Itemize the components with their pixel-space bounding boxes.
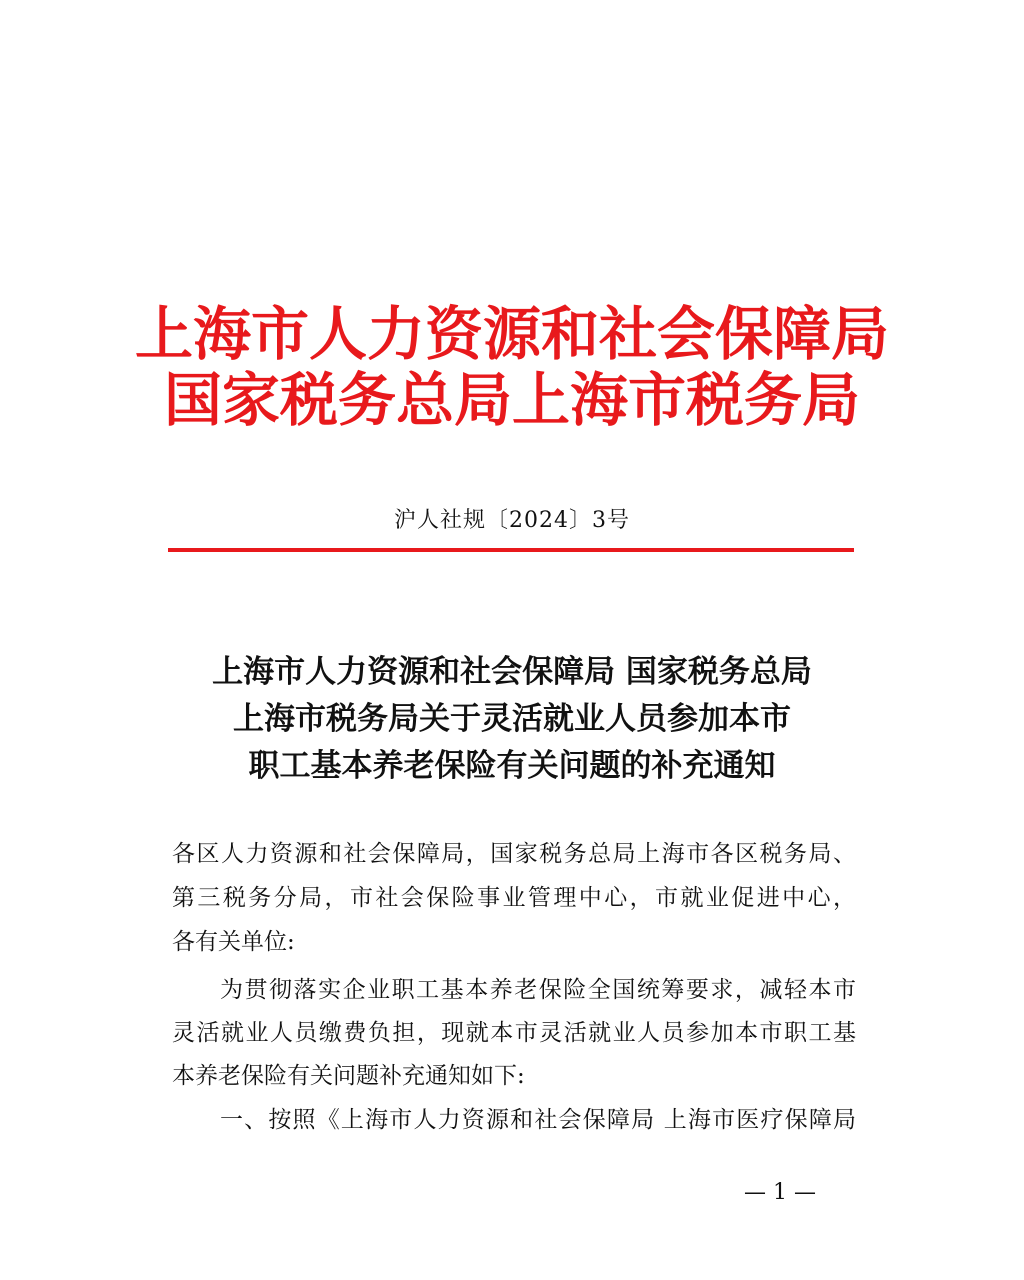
section-one-line-1: 一、按照《上海市人力资源和社会保障局 上海市医疗保障局 — [220, 1107, 856, 1133]
issuer-header-line-2: 国家税务总局上海市税务局 — [163, 366, 860, 434]
recipients-line-1: 各区人力资源和社会保障局，国家税务总局上海市各区税务局、 — [172, 841, 856, 867]
recipients-line-2: 第三税务分局，市社会保险事业管理中心，市就业促进中心， — [172, 885, 856, 911]
intro-paragraph-line-2: 灵活就业人员缴费负担，现就本市灵活就业人员参加本市职工基 — [172, 1020, 856, 1046]
document-title-line-2: 上海市税务局关于灵活就业人员参加本市 — [233, 701, 791, 737]
red-divider-line — [168, 548, 854, 552]
page-number: — 1 — — [744, 1180, 816, 1205]
intro-paragraph-line-3: 本养老保险有关问题补充通知如下: — [172, 1063, 525, 1089]
intro-paragraph-line-1: 为贯彻落实企业职工基本养老保险全国统筹要求，减轻本市 — [220, 977, 856, 1003]
recipients-line-3: 各有关单位: — [172, 929, 295, 955]
document-number: 沪人社规〔2024〕3号 — [394, 508, 630, 533]
document-title-line-1: 上海市人力资源和社会保障局 国家税务总局 — [212, 654, 812, 690]
document-title-line-3: 职工基本养老保险有关问题的补充通知 — [248, 748, 776, 784]
issuer-header-line-1: 上海市人力资源和社会保障局 — [134, 300, 889, 368]
